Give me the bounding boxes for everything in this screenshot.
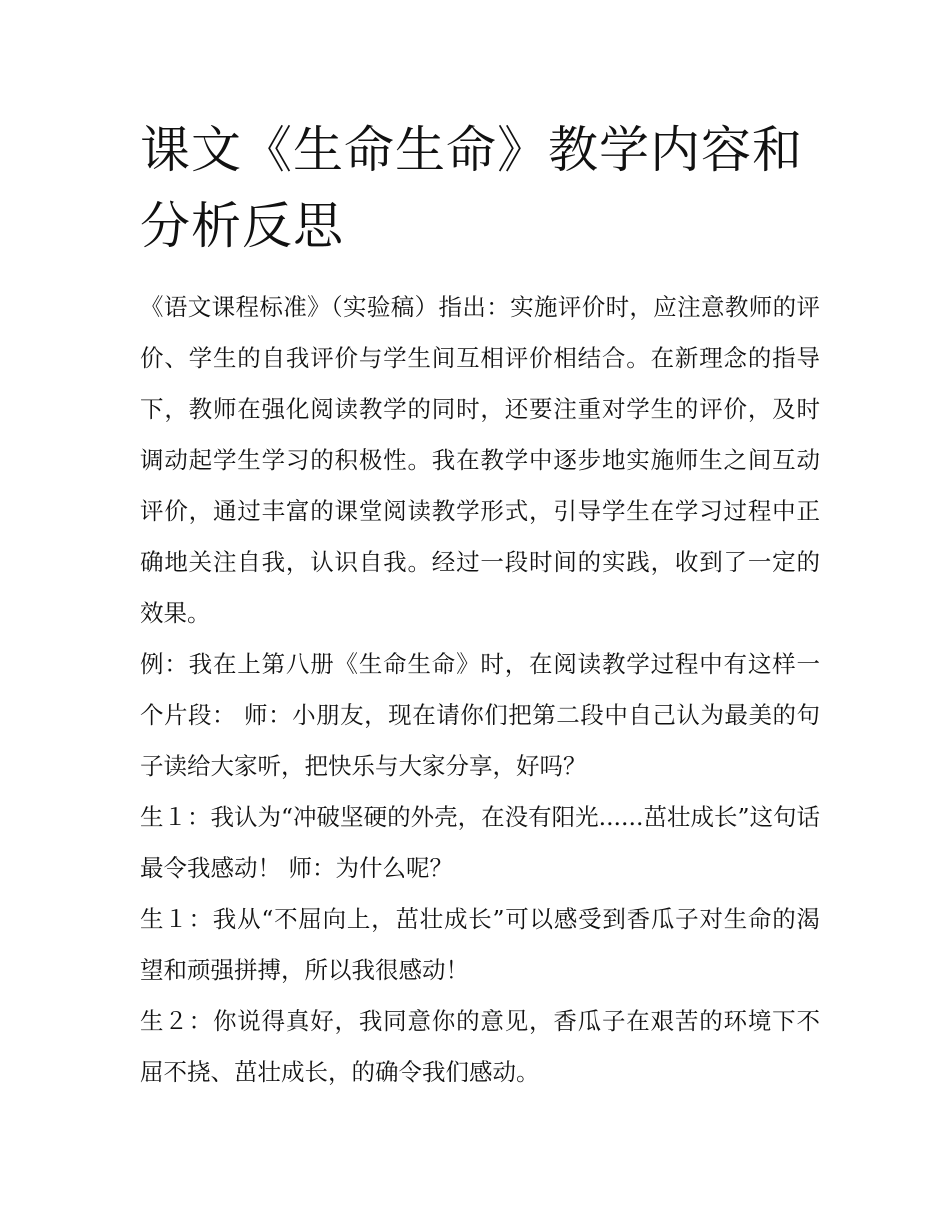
- paragraph-intro: 《语文课程标准》（实验稿）指出：实施评价时，应注意教师的评价、学生的自我评价与学生间互相评价相结合。在新理念的指导下，教师在强化阅读教学的同时，还要注重对学生的评价，及时调动起学生学习的积极性。我在教学中逐步地实施师生之间互动评价，通过丰富的课堂阅读教学形式，引导学生在学习过程中正确地关注自我，认识自我。经过一段时间的实践，收到了一定的效果。: [140, 293, 820, 627]
- paragraph-student2-reply: 生２：你说得真好，我同意你的意见，香瓜子在艰苦的环境下不屈不挠、茁壮成长，的确令我们感动。: [140, 1007, 820, 1086]
- document-body: [140, 282, 820, 1098]
- paragraph-example: 例：我在上第八册《生命生命》时，在阅读教学过程中有这样一个片段： 师：小朋友，现在请你们把第二段中自己认为最美的句子读给大家听，把快乐与大家分享，好吗？: [140, 650, 820, 780]
- paragraph-student1-reason: 生１：我从“不屈向上，茁壮成长”可以感受到香瓜子对生命的渴望和顽强拼搏，所以我很感动！: [140, 905, 820, 984]
- page-title: 课文《生命生命》教学内容和分析反思: [140, 121, 803, 255]
- paragraph-student1-answer: 生１：我认为“冲破坚硬的外壳，在没有阳光......茁壮成长”这句话最令我感动！ 师：为什么呢？: [140, 803, 820, 882]
